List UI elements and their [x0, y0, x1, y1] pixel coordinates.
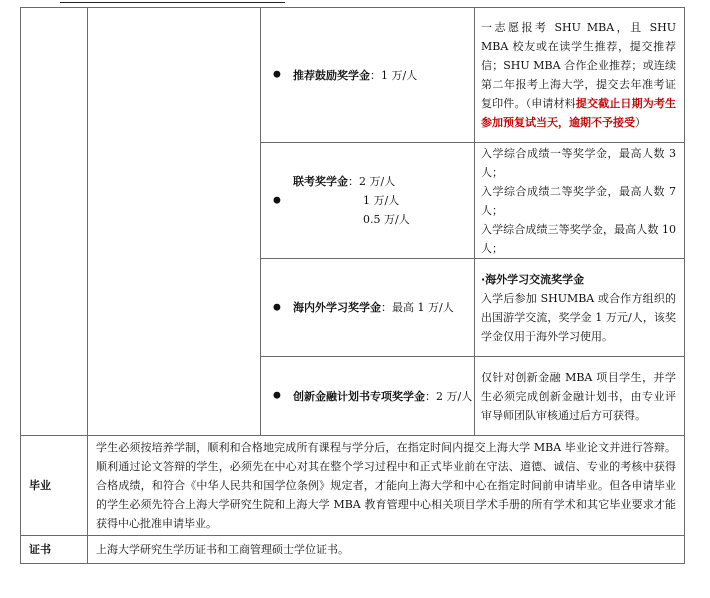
bullet-icon: ●: [273, 390, 281, 401]
scholarship-name-cell: ● 创新金融计划书专项奖学金：2 万/人: [261, 357, 475, 436]
scholarship-description: 入学综合成绩一等奖学金，最高人数 3 人； 入学综合成绩二等奖学金，最高人数 7 人； 入学综合成绩三等奖学金，最高人数 10 人；: [475, 143, 685, 259]
scholarship-row-recommend: [21, 8, 685, 143]
scholarship-amount: 2 万/人: [359, 175, 396, 188]
certificate-label: 证书: [21, 536, 88, 564]
scholarship-description: 仅针对创新金融 MBA 项目学生，并学生必须完成创新金融计划书，由专业评审导师团队审核通过后方可获得。: [475, 357, 685, 436]
bullet-icon: ●: [273, 302, 281, 312]
certificate-text: 上海大学研究生学历证书和工商管理硕士学位证书。: [88, 536, 685, 564]
bullet-icon: ●: [273, 195, 281, 205]
deadline-warning: 提交截止日期为考生参加预复试当天，逾期不予接受: [481, 97, 677, 129]
scholarship-amount: 2 万/人: [436, 389, 473, 403]
scholarship-name: 海内外学习奖学金: [293, 301, 381, 314]
scholarship-label-cell: [21, 8, 88, 436]
bullet-icon: ●: [273, 69, 281, 80]
scholarship-amount: 最高 1 万/人: [392, 301, 454, 314]
scholarship-name-cell: ● 海内外学习奖学金：最高 1 万/人: [261, 259, 475, 357]
scholarship-amount: 1 万/人: [381, 68, 418, 82]
scholarship-blank-cell: [88, 8, 261, 436]
scholarship-description: 一志愿报考 SHU MBA，且 SHU MBA 校友或在读学生推荐，提交推荐信；SHU MBA 合作企业推荐；或连续第二年报考上海大学，提交去年准考证复印件。（申请材料提交截止日期为考生参加预复试当天，逾期不予接受）: [475, 8, 685, 143]
scholarship-name: 联考奖学金: [293, 175, 348, 188]
scholarship-description: ·海外学习交流奖学金 入学后参加 SHUMBA 或合作方组织的出国游学交流，奖学金 1 万元/人，该奖学金仅用于海外学习使用。: [475, 259, 685, 357]
scholarship-amount: 0.5 万/人: [363, 213, 410, 226]
graduation-row: [21, 436, 685, 536]
scholarship-name: 创新金融计划书专项奖学金: [293, 389, 425, 403]
scholarship-amount: 1 万/人: [363, 194, 400, 207]
certificate-row: [21, 536, 685, 564]
scholarship-subheading: ·海外学习交流奖学金: [481, 272, 585, 286]
scholarship-name-cell: ● 联考奖学金：2 万/人 1 万/人 0.5 万/人: [261, 143, 475, 259]
graduation-label: 毕业: [21, 436, 88, 536]
scholarship-name-cell: ● 推荐鼓励奖学金：1 万/人: [261, 8, 475, 143]
graduation-text: 学生必须按培养学制，顺利和合格地完成所有课程与学分后，在指定时间内提交上海大学 MBA 毕业论文并进行答辩。顺利通过论文答辩的学生，必须先在中心对其在整个学习过程中和正式毕业前在守法、道德、诚信、专业的考核中获得合格成绩，和符合《中华人民共和国学位条例》规定者，才能向上海大学和中心在指定时间前申请毕业。但各申请毕业的学生必须先符合上海大学研究生院和上海大学 MBA 教育管理中心相关项目学术手册的所有学术和其它毕业要求才能获得中心批准申请毕业。: [88, 436, 685, 536]
scholarship-name: 推荐鼓励奖学金: [293, 68, 370, 82]
program-info-table: [20, 7, 685, 564]
top-rule: [60, 2, 285, 3]
